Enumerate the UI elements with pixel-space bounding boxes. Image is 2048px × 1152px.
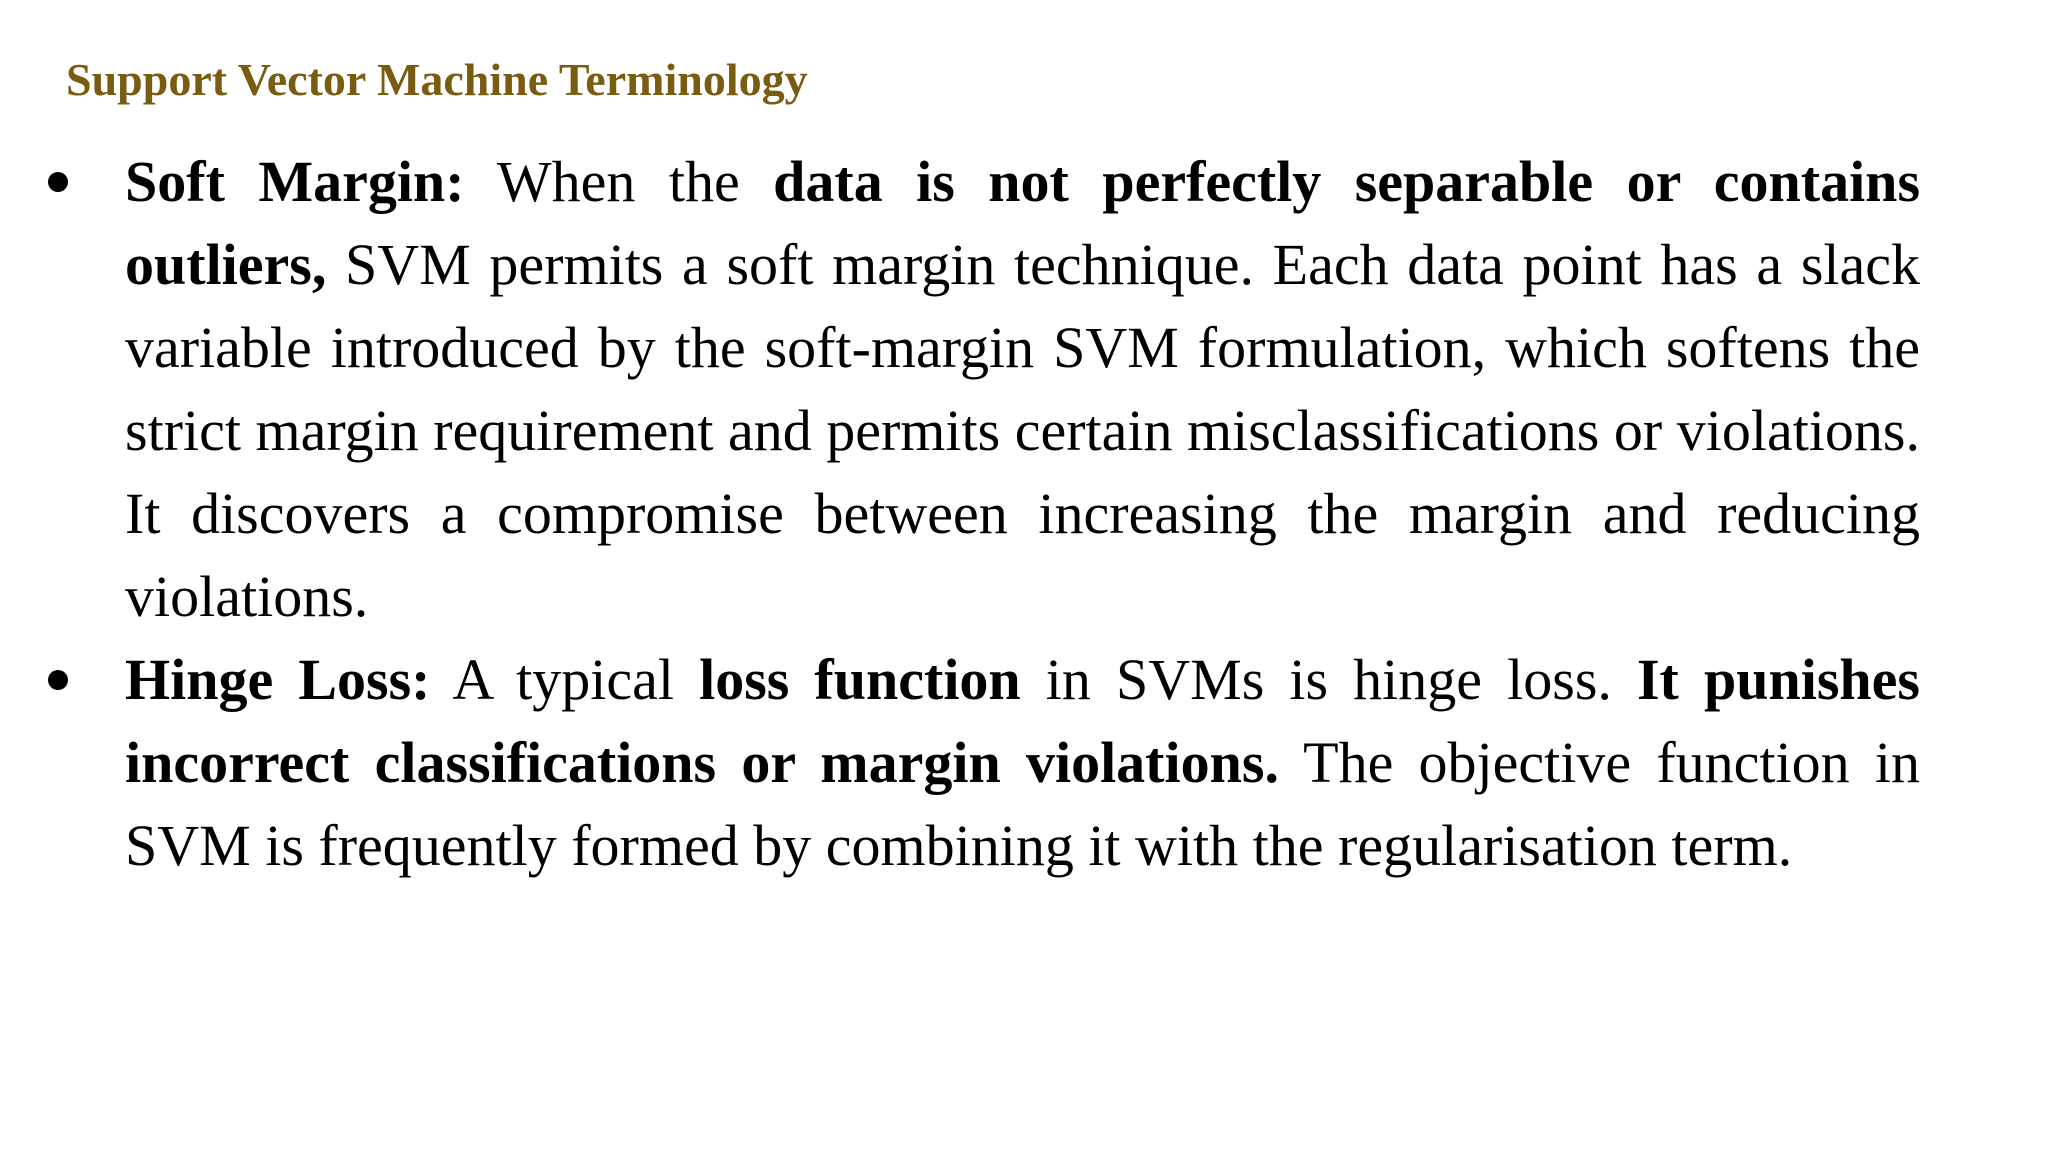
bullet-dot-icon — [48, 172, 68, 192]
bullet-soft-margin — [0, 140, 1920, 638]
bullet-text: The objective function in SVM is frequently formed by combining it with the regularisation term. — [125, 730, 1920, 878]
slide-title: Support Vector Machine Terminology — [66, 54, 808, 105]
bullet-text: A typical — [430, 647, 700, 712]
bullet-list — [0, 140, 1920, 887]
bullet-hinge-loss — [0, 638, 1920, 887]
bullet-emphasis: data is not perfectly separable or contains outliers, — [125, 149, 1921, 297]
bullet-text: SVM permits a soft margin technique. Each data point has a slack variable introduced by the soft-margin SVM formulation, which softens the strict margin requirement and permits certain misclassifications or violations. It discovers a compromise between increasing the margin and reducing violations. — [125, 232, 1920, 629]
bullet-emphasis: It punishes incorrect classifications or margin violations. — [125, 647, 1920, 795]
term-label: Hinge Loss: — [125, 647, 431, 712]
bullet-text: When the — [464, 149, 774, 214]
bullet-text: in SVMs is hinge loss. — [1020, 647, 1637, 712]
bullet-dot-icon — [48, 670, 68, 690]
term-label: Soft Margin: — [125, 149, 465, 214]
bullet-emphasis: loss function — [699, 647, 1021, 712]
